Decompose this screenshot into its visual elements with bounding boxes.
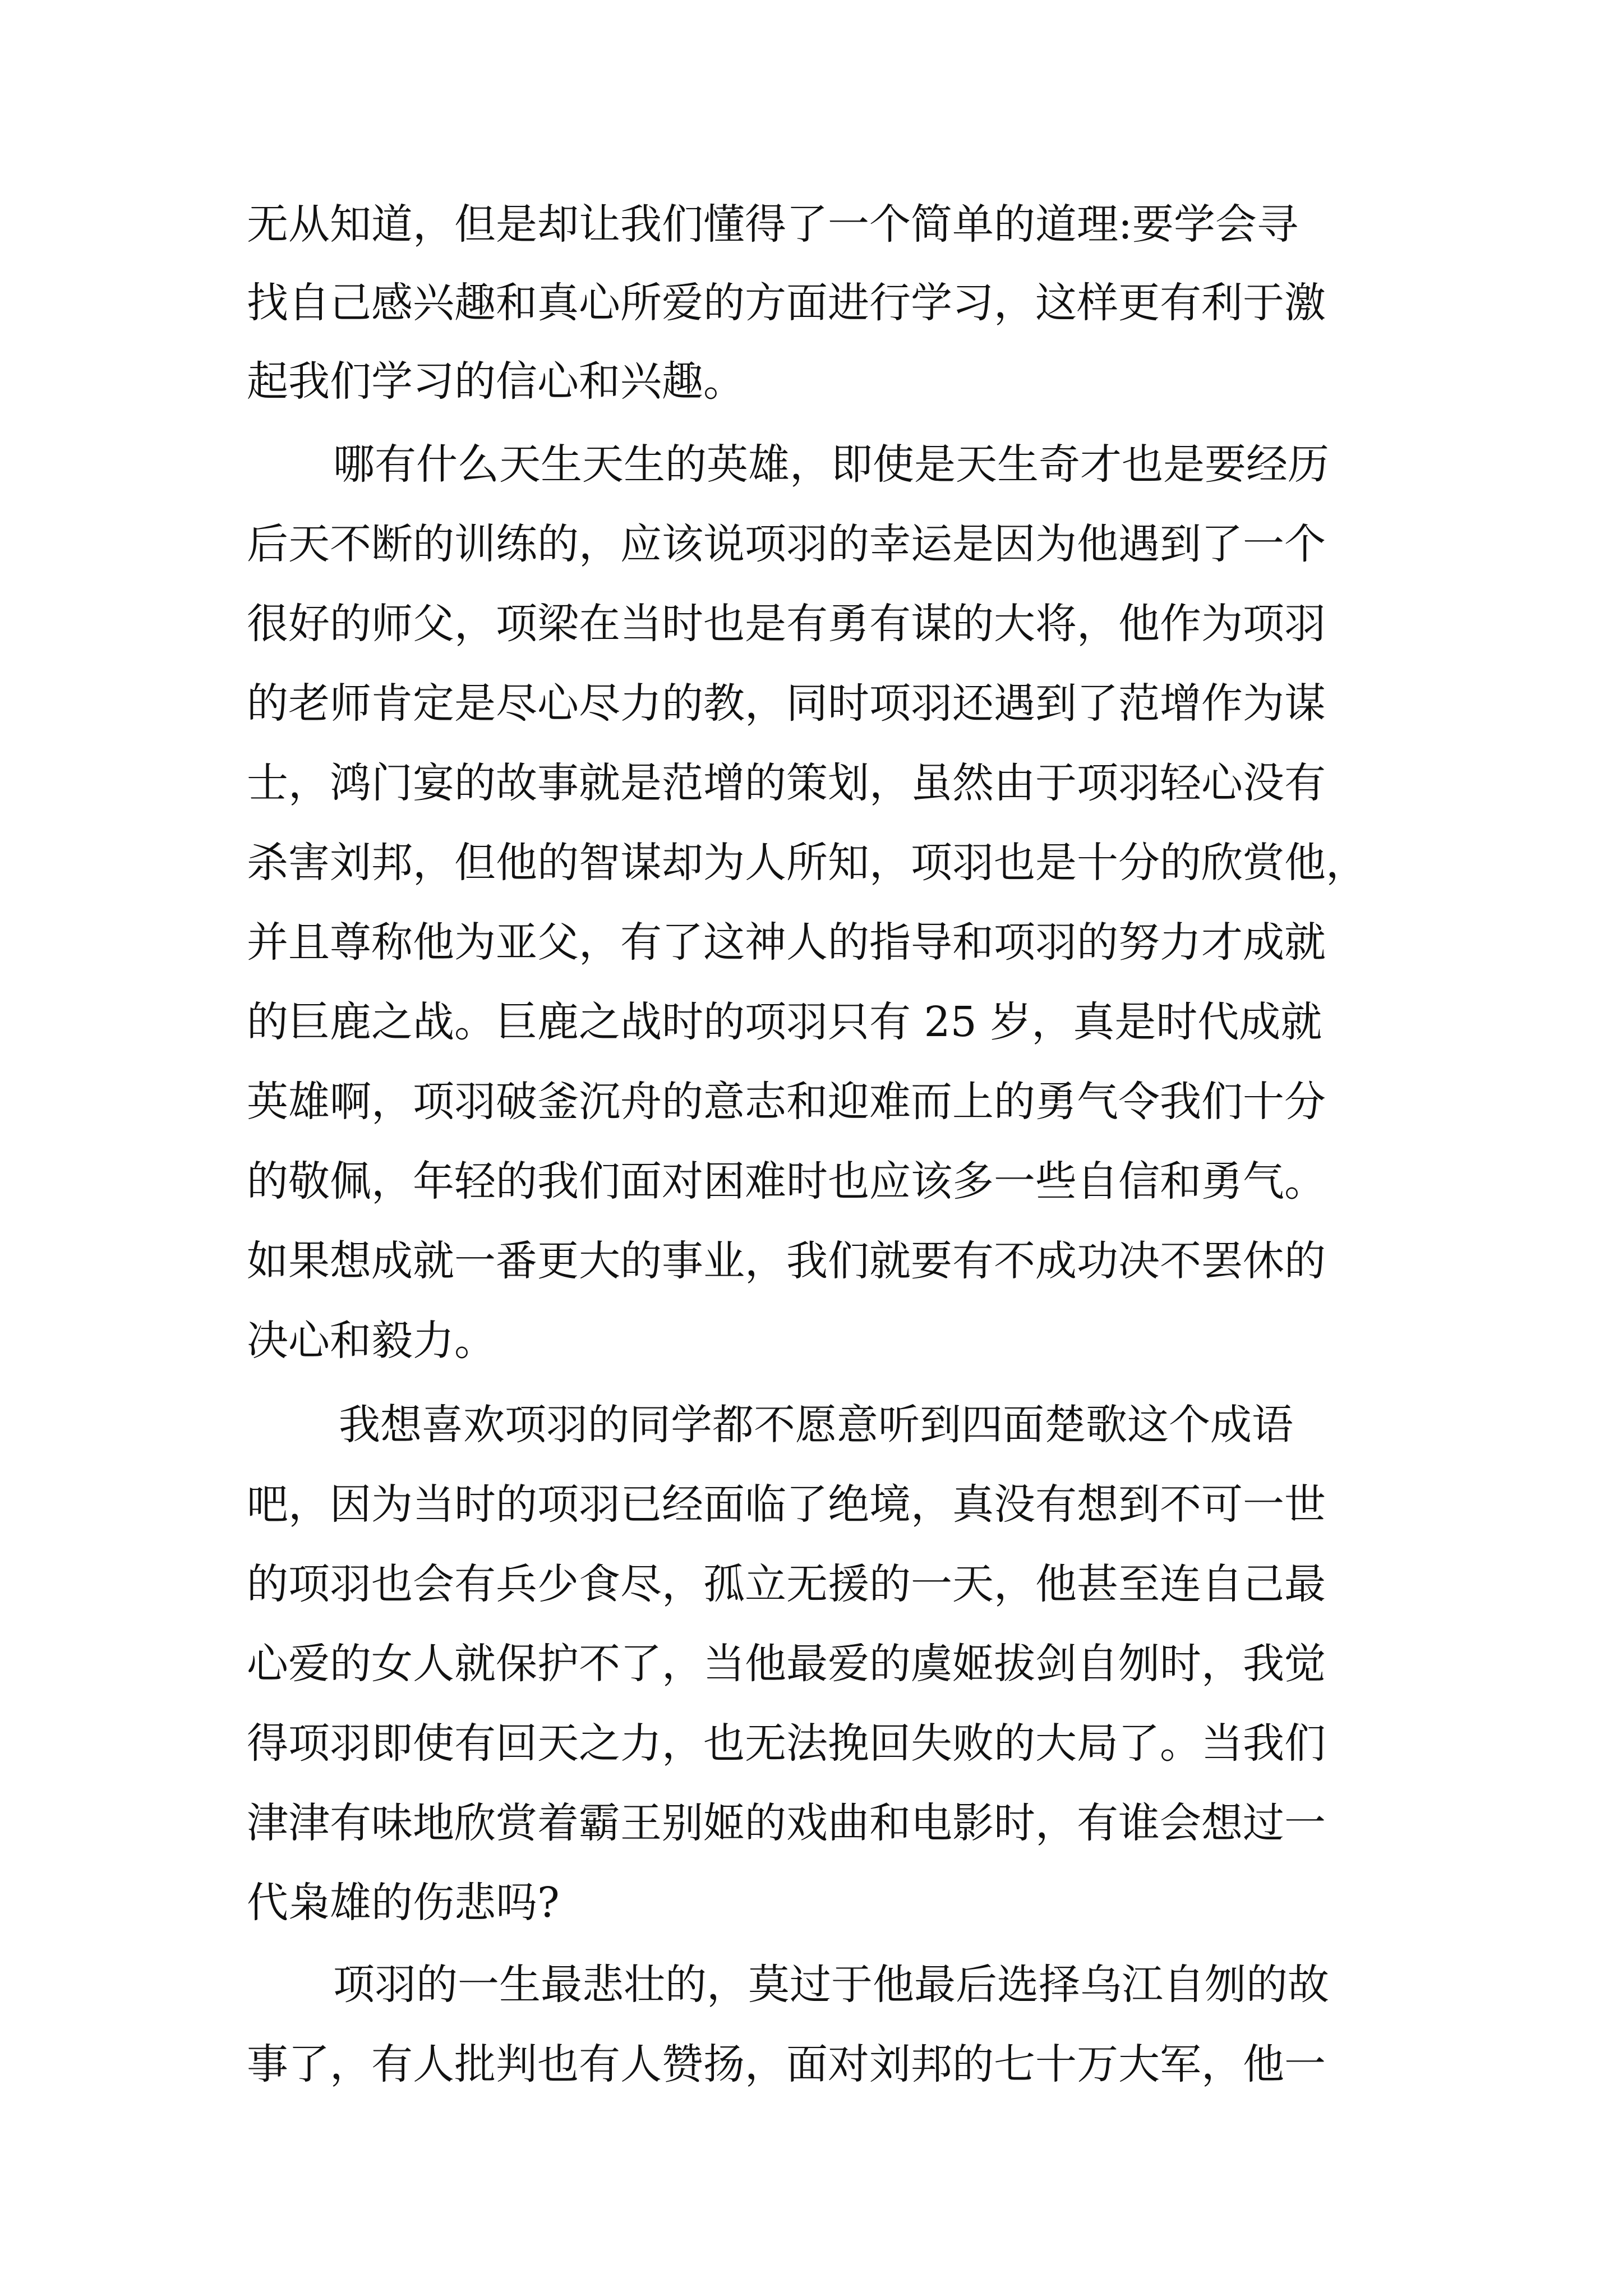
text-line: 杀害刘邦，但他的智谋却为人所知，项羽也是十分的欣赏他， xyxy=(247,839,1367,887)
text-line: 士，鸿门宴的故事就是范增的策划，虽然由于项羽轻心没有 xyxy=(247,759,1326,807)
paragraph-first-line: 项羽的一生最悲壮的，莫过于他最后选择乌江自刎的故 xyxy=(333,1961,1329,2009)
text-line: 决心和毅力。 xyxy=(247,1317,496,1365)
text-line: 的老师肯定是尽心尽力的教，同时项羽还遇到了范增作为谋 xyxy=(247,679,1326,728)
text-line: 后天不断的训练的，应该说项羽的幸运是因为他遇到了一个 xyxy=(247,520,1326,568)
text-line: 起我们学习的信心和兴趣。 xyxy=(247,357,745,406)
paragraph-first-line: 哪有什么天生天生的英雄，即使是天生奇才也是要经历 xyxy=(333,440,1329,489)
text-line: 很好的师父，项梁在当时也是有勇有谋的大将，他作为项羽 xyxy=(247,600,1326,648)
text-line: 代枭雄的伤悲吗? xyxy=(247,1879,560,1927)
text-line: 英雄啊，项羽破釜沉舟的意志和迎难而上的勇气令我们十分 xyxy=(247,1078,1326,1126)
text-line: 事了，有人批判也有人赞扬，面对刘邦的七十万大军，他一 xyxy=(247,2040,1326,2088)
text-line: 找自己感兴趣和真心所爱的方面进行学习，这样更有利于激 xyxy=(247,279,1326,327)
text-line: 心爱的女人就保护不了，当他最爱的虞姬拔剑自刎时，我觉 xyxy=(247,1640,1326,1688)
text-line: 并且尊称他为亚父，有了这神人的指导和项羽的努力才成就 xyxy=(247,918,1326,967)
text-line: 无从知道，但是却让我们懂得了一个简单的道理:要学会寻 xyxy=(247,200,1298,249)
text-line: 的项羽也会有兵少食尽，孤立无援的一天，他甚至连自己最 xyxy=(247,1560,1326,1608)
text-line: 的敬佩，年轻的我们面对困难时也应该多一些自信和勇气。 xyxy=(247,1157,1326,1205)
paragraph-first-line: 我想喜欢项羽的同学都不愿意听到四面楚歌这个成语 xyxy=(339,1401,1293,1449)
text-line: 得项羽即使有回天之力，也无法挽回失败的大局了。当我们 xyxy=(247,1719,1326,1768)
text-line: 吧，因为当时的项羽已经面临了绝境，真没有想到不可一世 xyxy=(247,1480,1326,1529)
text-line: 如果想成就一番更大的事业，我们就要有不成功决不罢休的 xyxy=(247,1237,1326,1285)
text-line: 的巨鹿之战。巨鹿之战时的项羽只有 25 岁，真是时代成就 xyxy=(247,998,1322,1046)
text-line: 津津有味地欣赏着霸王别姬的戏曲和电影时，有谁会想过一 xyxy=(247,1799,1326,1847)
